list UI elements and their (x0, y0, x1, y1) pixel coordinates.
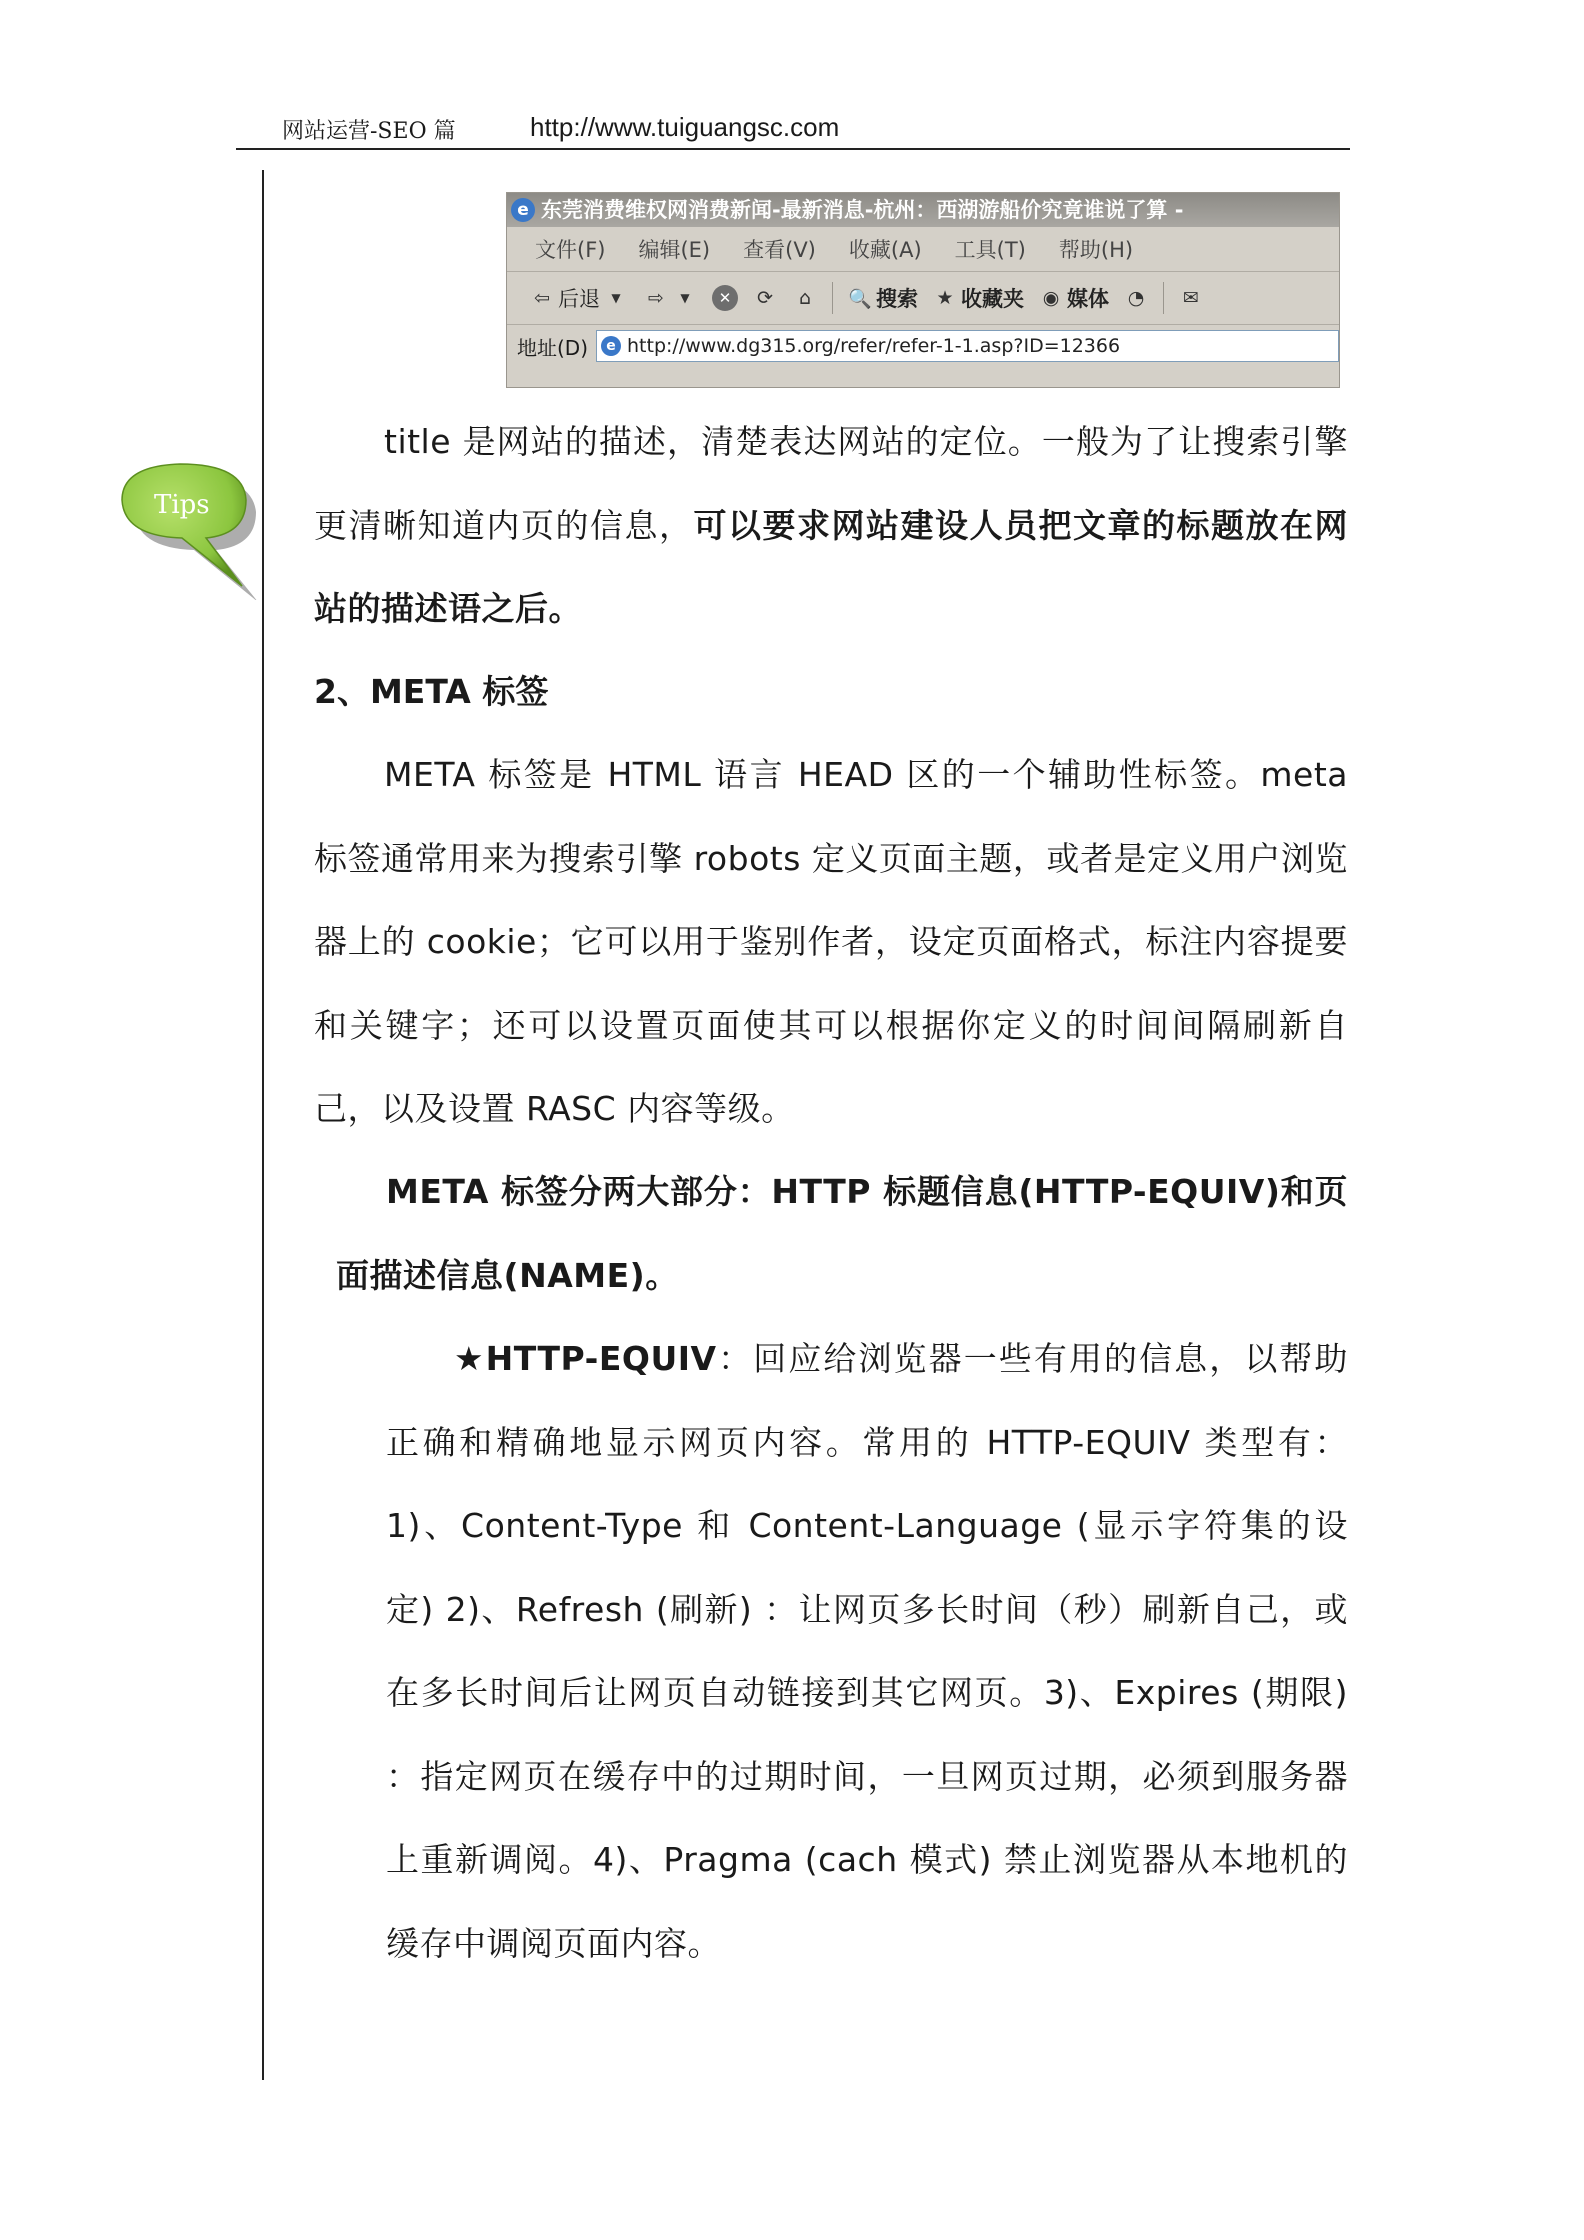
browser-title-bar (507, 193, 1339, 227)
forward-button[interactable] (643, 285, 698, 311)
address-url: http://www.dg315.org/refer/refer-1-1.asp?ID=12366 (627, 335, 1121, 357)
menu-edit[interactable]: 编辑(E) (638, 238, 711, 262)
forward-arrow-icon: ⇨ (648, 287, 664, 309)
browser-toolbar (507, 272, 1339, 325)
browser-address-bar (507, 325, 1339, 367)
history-icon[interactable]: ◔ (1127, 287, 1145, 309)
back-button[interactable] (529, 283, 629, 313)
header-section-title: 网站运营-SEO 篇 (282, 119, 456, 144)
menu-file[interactable]: 文件(F) (535, 238, 606, 262)
menu-favorites[interactable]: 收藏(A) (848, 238, 922, 262)
tips-label: Tips (154, 490, 210, 520)
favorites-button[interactable] (932, 283, 1024, 313)
menu-view[interactable]: 查看(V) (743, 238, 816, 262)
paragraph-http-equiv (386, 1317, 1348, 1985)
menu-help[interactable]: 帮助(H) (1058, 238, 1134, 262)
ie-logo-icon: e (511, 198, 535, 222)
page-icon: e (601, 336, 621, 356)
address-input[interactable] (596, 330, 1339, 362)
paragraph-meta-parts: META 标签分两大部分：HTTP 标题信息(HTTP-EQUIV)和页面描述信息(NAME)。 (336, 1172, 1348, 1295)
back-label: 后退 (558, 287, 600, 311)
toolbar-divider (832, 282, 833, 314)
page-header (236, 110, 1350, 150)
browser-title: 东莞消费维权网消费新闻-最新消息-杭州：西湖游船价究竟谁说了算 - (541, 198, 1184, 222)
mail-icon[interactable]: ✉ (1183, 287, 1199, 309)
p1-bold-text: 可以要求网站建设人员把文章的标题放在网站的描述语之后。 (314, 505, 1348, 628)
back-arrow-icon: ⇦ (534, 287, 550, 309)
p1-text: title 是网站的描述，清楚表达网站的定位。一般为了让搜索引擎更清晰知道内页的信息， (314, 422, 1348, 545)
favorites-icon: ★ (936, 287, 954, 309)
refresh-icon[interactable]: ⟳ (757, 287, 773, 309)
toolbar-divider (1163, 282, 1164, 314)
header-url: http://www.tuiguangsc.com (530, 112, 840, 142)
search-icon: 🔍 (848, 287, 872, 310)
http-equiv-text: ：回应给浏览器一些有用的信息，以帮助正确和精确地显示网页内容。常用的 HTTP-EQUIV 类型有： 1)、Content-Type 和 Content-Language (显示字符集的设定) 2)、Refresh (刷新) ：让网页多长时间（秒）刷新自己，或在多长时间后让网页自动链接到其它网页。3)、Expires (期限) ：指定网页在缓存中的过期时间，一旦网页过期，必须到服务器上重新调阅。4)、Pragma (cach 模式) 禁止浏览器从本地机的缓存中调阅页面内容。 (386, 1339, 1348, 1963)
address-label: 地址(D) (517, 335, 589, 360)
media-icon: ◉ (1042, 287, 1060, 309)
speech-bubble-icon (118, 460, 258, 600)
paragraph-meta-intro: META 标签是 HTML 语言 HEAD 区的一个辅助性标签。meta 标签通常用来为搜索引擎 robots 定义页面主题，或者是定义用户浏览器上的 cookie；它可以用于鉴别作者，设定页面格式，标注内容提要和关键字；还可以设置页面使其可以根据你定义的时间间隔刷新自己，以及设置 RASC 内容等级。 (314, 755, 1348, 1128)
tips-callout (118, 460, 258, 600)
home-icon[interactable]: ⌂ (798, 287, 812, 309)
paragraph-title-description (314, 400, 1348, 651)
stop-icon[interactable]: ✕ (712, 285, 738, 311)
dropdown-arrow-icon: ▼ (611, 291, 621, 305)
menu-tools[interactable]: 工具(T) (954, 238, 1026, 262)
favorites-label: 收藏夹 (961, 287, 1024, 311)
http-equiv-label: ★HTTP-EQUIV (454, 1339, 717, 1378)
section-heading: 2、META 标签 (314, 672, 549, 711)
dropdown-arrow-icon: ▼ (680, 291, 690, 305)
search-button[interactable] (847, 283, 918, 313)
search-label: 搜索 (876, 287, 918, 311)
browser-screenshot (506, 192, 1340, 388)
margin-rule (262, 170, 264, 2080)
browser-menu-bar (507, 227, 1339, 272)
media-button[interactable] (1038, 283, 1109, 313)
media-label: 媒体 (1067, 287, 1109, 311)
